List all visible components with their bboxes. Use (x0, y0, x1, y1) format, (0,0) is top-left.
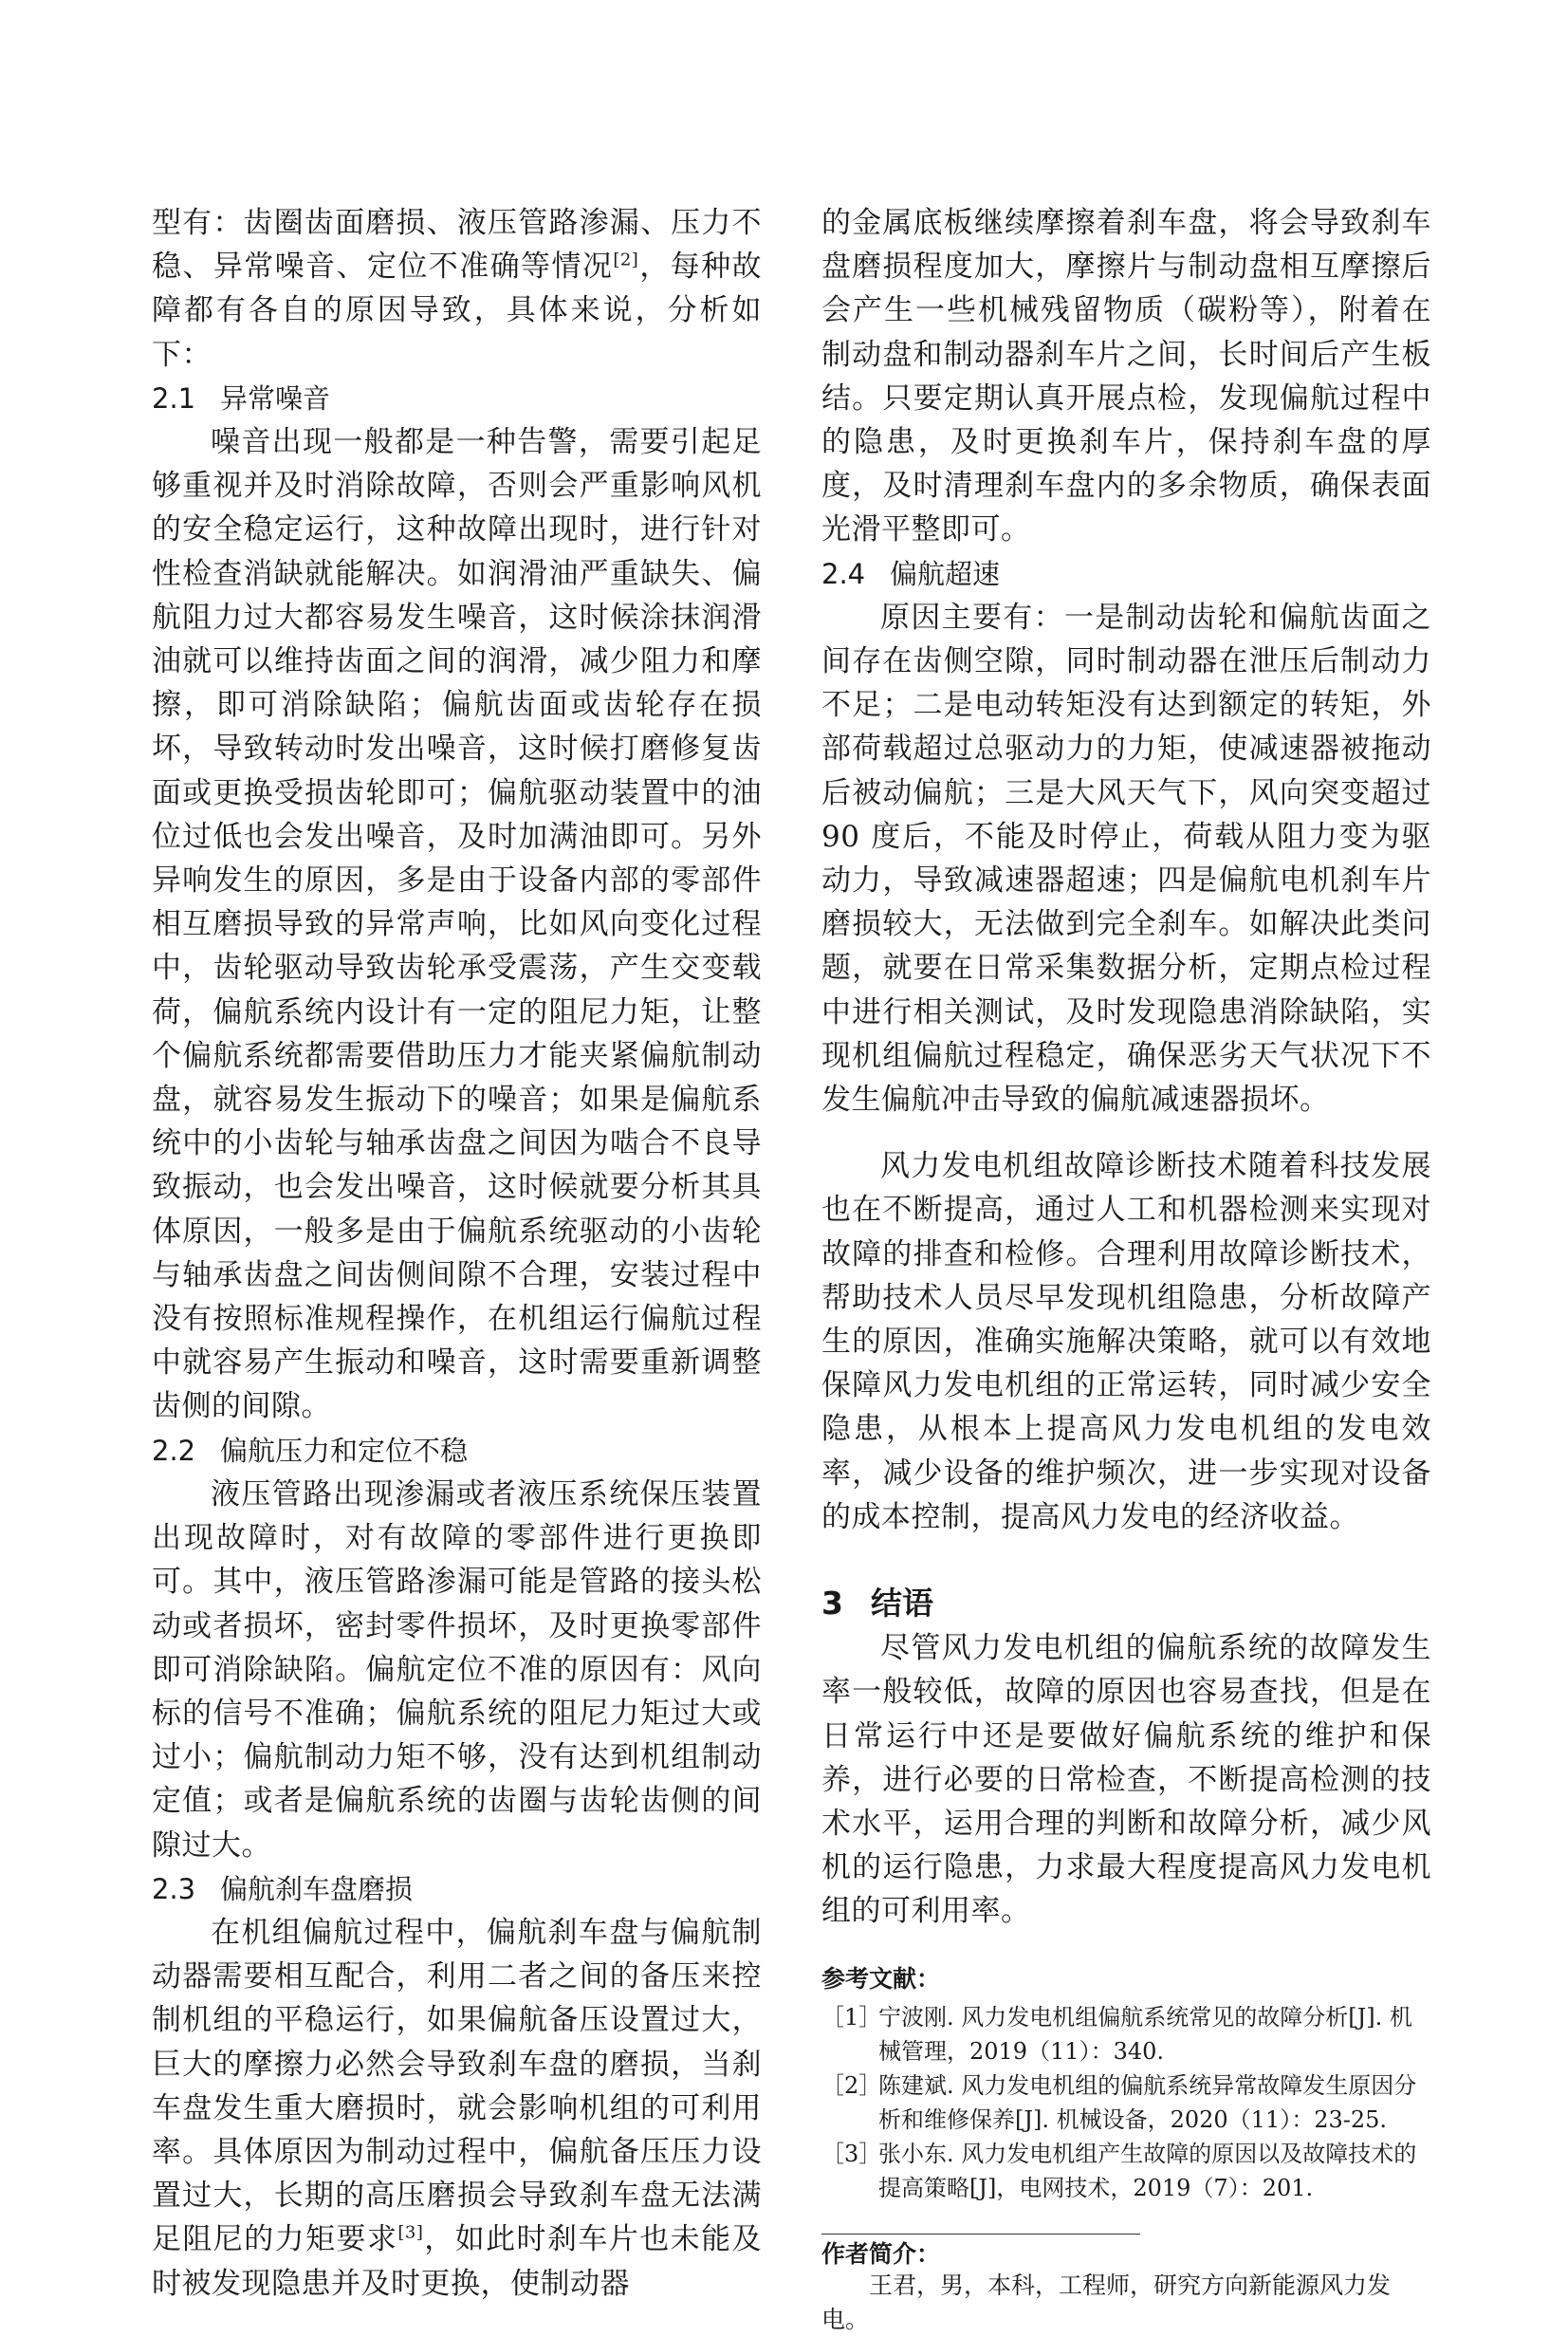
reference-text: 张小东. 风力发电机组产生故障的原因以及故障技术的提高策略[J]，电网技术，2019（7）：201. (878, 2140, 1417, 2201)
section-2-3-heading (152, 1867, 762, 1911)
section-number: 2.3 (152, 1872, 196, 1905)
author-bio-title: 作者简介： (821, 2239, 941, 2268)
reference-item (821, 2000, 1431, 2068)
references-list (821, 2000, 1431, 2205)
reference-number: ［1］ (821, 2003, 882, 2031)
conclusion-paragraph: 尽管风力发电机组的偏航系统的故障发生率一般较低，故障的原因也容易查找，但是在日常运行中还是要做好偏航系统的维护和保养，进行必要的日常检查，不断提高检测的技术水平，运用合理的判断和故障分析，减少风机的运行隐患，力求最大程度提高风力发电机组的可利用率。 (821, 1631, 1431, 1929)
references-title: 参考文献： (821, 1964, 941, 1993)
reference-item (821, 2137, 1431, 2205)
intro-text-end: ，每种故障都有各自的原因导致，具体来说，分析如下： (152, 250, 763, 372)
section-number: 3 (821, 1585, 843, 1623)
section-title: 结语 (871, 1585, 933, 1623)
section-title: 偏航刹车盘磨损 (220, 1872, 414, 1905)
section-2-3-paragraph (152, 1911, 762, 2306)
reference-number: ［2］ (821, 2071, 882, 2099)
section-number: 2.4 (821, 557, 866, 590)
citation-3: [3] (397, 2223, 424, 2244)
reference-text: 宁波刚. 风力发电机组偏航系统常见的故障分析[J]. 机械管理，2019（11）：340. (878, 2003, 1412, 2065)
reference-text: 陈建斌. 风力发电机组的偏航系统异常故障发生原因分析和维修保养[J]. 机械设备，2020（11）：23-25. (878, 2071, 1417, 2133)
section-2-4-paragraph-2: 风力发电机组故障诊断技术随着科技发展也在不断提高，通过人工和机器检测来实现对故障的排查和检修。合理利用故障诊断技术，帮助技术人员尽早发现机组隐患，分析故障产生的原因，准确实施解决策略，就可以有效地保障风力发电机组的正常运转，同时减少安全隐患，从根本上提高风力发电机组的发电效率，减少设备的维护频次，进一步实现对设备的成本控制，提高风力发电的经济收益。 (821, 1149, 1431, 1534)
intro-paragraph (152, 201, 762, 377)
paragraph-text: 在机组偏航过程中，偏航刹车盘与偏航制动器需要相互配合，利用二者之间的备压来控制机组的平稳运行，如果偏航备压设置过大，巨大的摩擦力必然会导致刹车盘的磨损，当刹车盘发生重大磨损时，就会影响机组的可利用率。具体原因为制动过程中，偏航备压压力设置过大，长期的高压磨损会导致刹车盘无法满足阻尼的力矩要求 (152, 1915, 762, 2257)
citation-2: [2] (613, 250, 639, 270)
section-3-heading (821, 1581, 1431, 1626)
section-2-1-paragraph: 噪音出现一般都是一种告警，需要引起足够重视并及时消除故障，否则会严重影响风机的安全稳定运行，这种故障出现时，进行针对性检查消缺就能解决。如润滑油严重缺失、偏航阻力过大都容易发生噪音，这时候涂抹润滑油就可以维持齿面之间的润滑，减少阻力和摩擦，即可消除缺陷；偏航齿面或齿轮存在损坏，导致转动时发出噪音，这时候打磨修复齿面或更换受损齿轮即可；偏航驱动装置中的油位过低也会发出噪音，及时加满油即可。另外异响发生的原因，多是由于设备内部的零部件相互磨损导致的异常声响，比如风向变化过程中，齿轮驱动导致齿轮承受震荡，产生交变载荷，偏航系统内设计有一定的阻尼力矩，让整个偏航系统都需要借助压力才能夹紧偏航制动盘，就容易发生振动下的噪音；如果是偏航系统中的小齿轮与轴承齿盘之间因为啮合不良导致振动，也会发出噪音，这时候就要分析其具体原因，一般多是由于偏航系统驱动的小齿轮与轴承齿盘之间齿侧间隙不合理，安装过程中没有按照标准规程操作，在机组运行偏航过程中就容易产生振动和噪音，这时需要重新调整齿侧的间隙。 (152, 425, 762, 1424)
section-title: 异常噪音 (220, 381, 331, 415)
reference-item (821, 2068, 1431, 2137)
author-divider (821, 2234, 1140, 2235)
intro-text: 型有：齿圈齿面磨损、液压管路渗漏、压力不稳、异常噪音、定位不准确等情况 (152, 206, 762, 285)
author-bio-text: 王君，男，本科，工程师，研究方向新能源风力发电。 (821, 2271, 1392, 2333)
left-column (152, 201, 762, 2306)
section-2-2-paragraph: 液压管路出现渗漏或者液压系统保压装置出现故障时，对有故障的零部件进行更换即可。其中，液压管路渗漏可能是管路的接头松动或者损坏，密封零件损坏，及时更换零部件即可消除缺陷。偏航定位不准的原因有：风向标的信号不准确；偏航系统的阻尼力矩过大或过小；偏航制动力矩不够，没有达到机组制动定值；或者是偏航系统的齿圈与齿轮齿侧的间隙过大。 (152, 1476, 762, 1863)
section-title: 偏航超速 (890, 557, 1001, 590)
paragraph-text-end: ，如此时刹车片也未能及时被发现隐患并及时更换，使制动器 (152, 2222, 763, 2301)
section-number: 2.1 (152, 381, 196, 415)
section-2-4-heading (821, 552, 1431, 596)
reference-number: ［3］ (821, 2140, 882, 2167)
section-2-4-paragraph-1: 原因主要有：一是制动齿轮和偏航齿面之间存在齿侧空隙，同时制动器在泄压后制动力不足；二是电动转矩没有达到额定的转矩，外部荷载超过总驱动力的力矩，使减速器被拖动后被动偏航；三是大风天气下，风向突变超过 90 度后，不能及时停止，荷载从阻力变为驱动力，导致减速器超速；四是偏航电机刹车片磨损较大，无法做到完全刹车。如解决此类问题，就要在日常采集数据分析，定期点检过程中进行相关测试，及时发现隐患消除缺陷，实现机组偏航过程稳定，确保恶劣天气状况下不发生偏航冲击导致的偏航减速器损坏。 (821, 600, 1431, 1118)
section-number: 2.2 (152, 1434, 196, 1467)
continued-paragraph: 的金属底板继续摩擦着刹车盘，将会导致刹车盘磨损程度加大，摩擦片与制动盘相互摩擦后会产生一些机械残留物质（碳粉等），附着在制动盘和制动器刹车片之间，长时间后产生板结。只要定期认真开展点检，发现偏航过程中的隐患，及时更换刹车片，保持刹车盘的厚度，及时清理刹车盘内的多余物质，确保表面光滑平整即可。 (821, 206, 1431, 547)
section-title: 偏航压力和定位不稳 (220, 1434, 469, 1467)
section-2-1-heading (152, 377, 762, 420)
section-2-2-heading (152, 1429, 762, 1473)
right-column (821, 201, 1431, 2337)
